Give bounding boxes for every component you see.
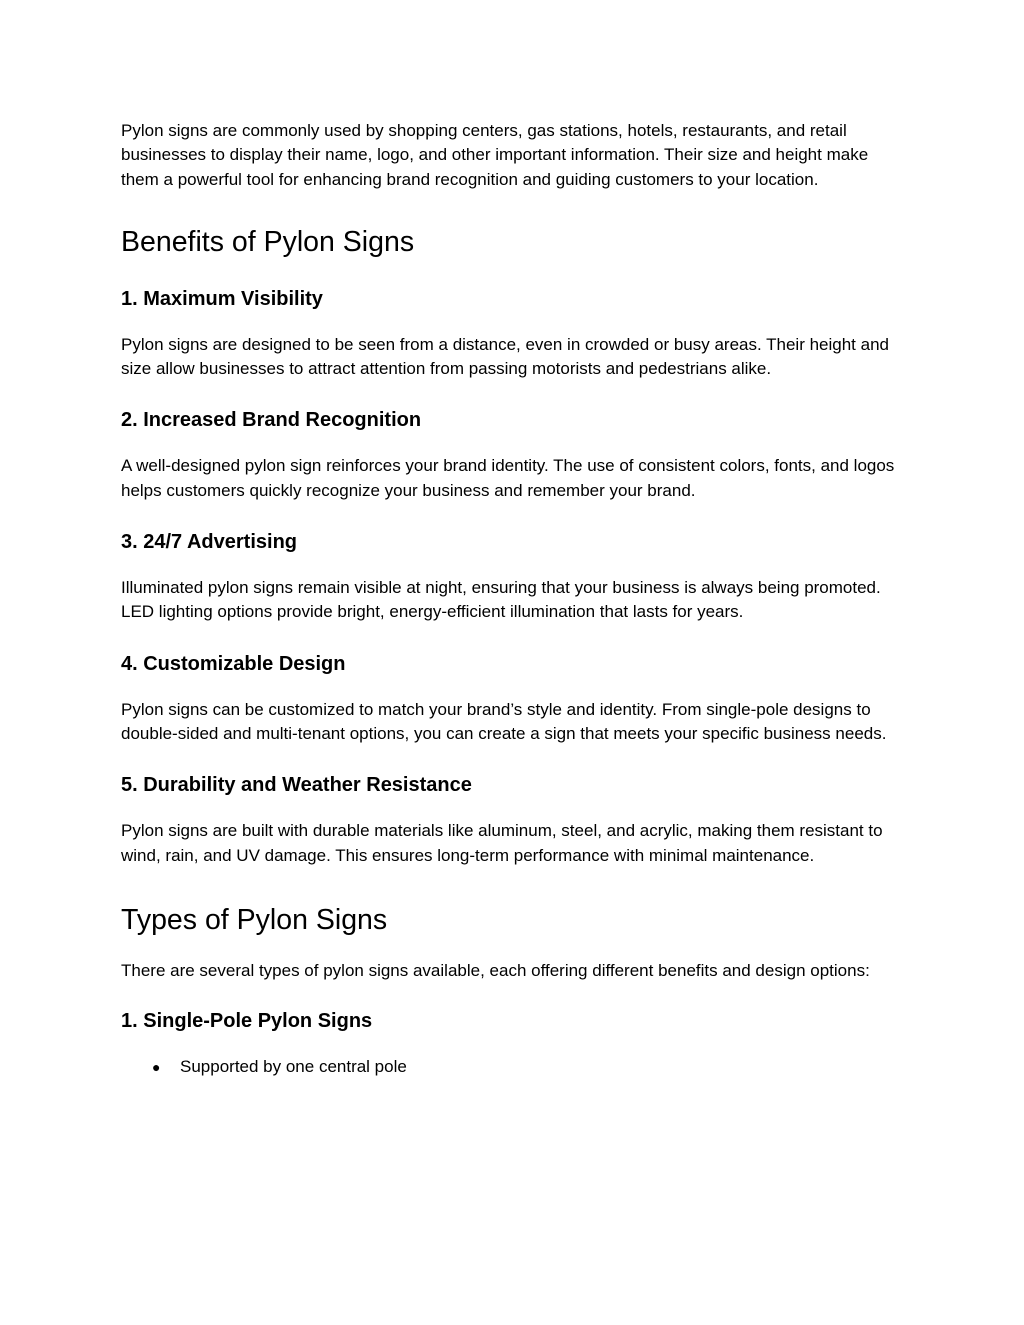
benefit-text-customizable: Pylon signs can be customized to match your brand’s style and identity. From single-pole designs to double-sided and multi-tenant options, you can create a sign that meets your specific business needs. [121, 699, 887, 743]
types-heading: Types of Pylon Signs [121, 903, 388, 936]
list-item-text: Supported by one central pole [180, 1057, 407, 1077]
benefit-text-brand-recognition: A well-designed pylon sign reinforces your brand identity. The use of consistent colors, fonts, and logos helps customers quickly recognize your business and remember your brand. [121, 456, 895, 500]
benefit-text-advertising: Illuminated pylon signs remain visible at night, ensuring that your business is always being promoted. LED lighting options provide bright, energy-efficient illumination that lasts for years. [121, 578, 881, 622]
benefit-title-brand-recognition: 2. Increased Brand Recognition [121, 409, 422, 432]
benefit-text-visibility: Pylon signs are designed to be seen from a distance, even in crowded or busy areas. Their height and size allow businesses to attract attention from passing motorists and pedestrians alike. [121, 334, 889, 379]
bullet-icon: ● [152, 1059, 161, 1076]
benefits-heading: Benefits of Pylon Signs [121, 225, 415, 258]
type-title-single-pole: 1. Single-Pole Pylon Signs [121, 1010, 373, 1033]
benefit-text-durability: Pylon signs are built with durable materials like aluminum, steel, and acrylic, making them resistant to wind, rain, and UV damage. This ensures long-term performance with minimal maintenance. [121, 821, 883, 865]
list-item [121, 1055, 904, 1079]
benefit-title-durability: 5. Durability and Weather Resistance [121, 774, 472, 797]
benefit-title-advertising: 3. 24/7 Advertising [121, 531, 297, 554]
benefit-title-customizable: 4. Customizable Design [121, 652, 346, 675]
types-intro-paragraph: There are several types of pylon signs available, each offering different benefits and design options: [121, 960, 870, 980]
intro-paragraph: Pylon signs are commonly used by shopping centers, gas stations, hotels, restaurants, and retail businesses to display their name, logo, and other important information. Their size and height make them a powerful tool for enhancing brand recognition and guiding customers to your location. [121, 121, 869, 189]
single-pole-bullet-list [121, 1055, 904, 1079]
benefit-title-visibility: 1. Maximum Visibility [121, 287, 323, 310]
